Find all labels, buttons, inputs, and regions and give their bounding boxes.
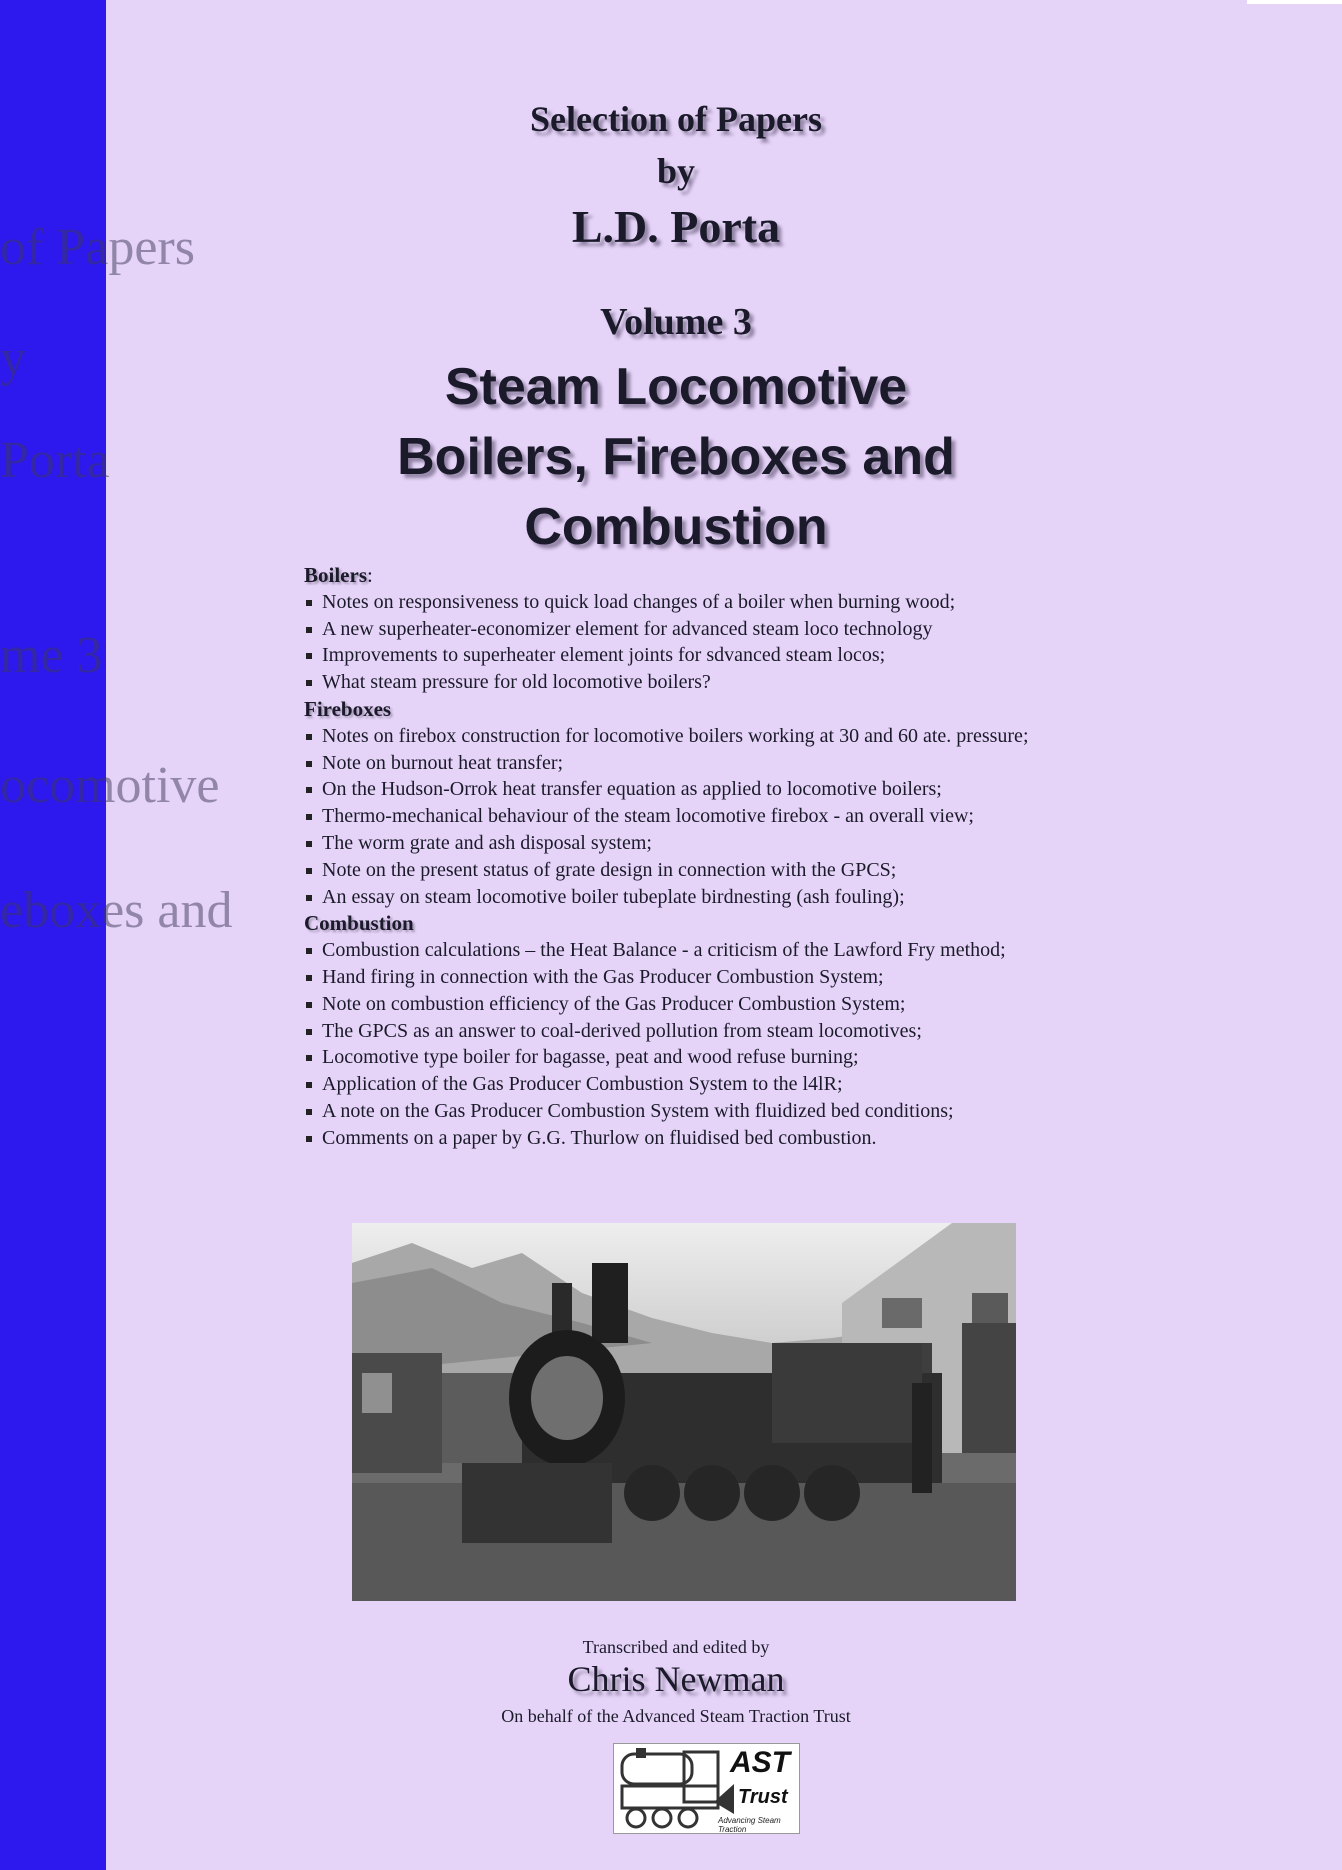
logo-tagline: Advancing Steam Traction: [718, 1816, 781, 1834]
ghost-line: eboxes and: [0, 882, 233, 939]
locomotive-photo-drawing: [352, 1223, 1016, 1601]
list-item: On the Hudson-Orrok heat transfer equation as applied to locomotive boilers;: [304, 776, 1264, 803]
list-item: An essay on steam locomotive boiler tubeplate birdnesting (ash fouling);: [304, 884, 1264, 911]
section-heading-text: Boilers: [304, 563, 367, 587]
list-item: Notes on firebox construction for locomotive boilers working at 30 and 60 ate. pressure;: [304, 723, 1264, 750]
series-title: Selection of Papers: [530, 99, 822, 139]
ghost-line: ocomotive: [0, 757, 220, 814]
list-item: A note on the Gas Producer Combustion System with fluidized bed conditions;: [304, 1098, 1264, 1125]
list-item: Note on the present status of grate design in connection with the GPCS;: [304, 857, 1264, 884]
section-heading-boilers: [304, 562, 1264, 589]
series-by: by: [656, 151, 696, 191]
fireboxes-list: [304, 723, 1264, 911]
book-title-line-3: Combustion: [524, 498, 828, 556]
author-name: L.D. Porta: [571, 201, 781, 252]
ghost-line: of Papers: [0, 219, 195, 276]
boilers-list: [304, 589, 1264, 696]
ghost-line: y: [0, 330, 26, 387]
list-item: The GPCS as an answer to coal-derived pollution from steam locomotives;: [304, 1018, 1264, 1045]
on-behalf-label: On behalf of the Advanced Steam Traction Trust: [501, 1706, 851, 1726]
locomotive-photo: [352, 1223, 1016, 1601]
list-item: Hand firing in connection with the Gas Producer Combustion System;: [304, 964, 1264, 991]
list-item: Improvements to superheater element joints for sdvanced steam locos;: [304, 642, 1264, 669]
section-heading-text: Fireboxes: [304, 696, 392, 721]
list-item: Combustion calculations – the Heat Balance - a criticism of the Lawford Fry method;: [304, 937, 1264, 964]
section-heading-fireboxes: [304, 696, 1264, 723]
list-item: Locomotive type boiler for bagasse, peat and wood refuse burning;: [304, 1044, 1264, 1071]
section-heading-combustion: [304, 910, 1264, 937]
list-item: Comments on a paper by G.G. Thurlow on fluidised bed combustion.: [304, 1125, 1264, 1152]
ast-trust-logo: [613, 1743, 800, 1834]
book-cover: [106, 0, 1342, 1870]
spine-bar: [0, 0, 106, 1870]
logo-word: Trust: [738, 1786, 788, 1808]
list-item: Note on burnout heat transfer;: [304, 750, 1264, 777]
section-heading-colon: :: [367, 563, 373, 587]
edited-by-label: Transcribed and edited by: [582, 1637, 770, 1657]
list-item: Application of the Gas Producer Combustion System to the l4lR;: [304, 1071, 1264, 1098]
contents-list: [304, 562, 1264, 1152]
list-item: Note on combustion efficiency of the Gas Producer Combustion System;: [304, 991, 1264, 1018]
list-item: A new superheater-economizer element for advanced steam loco technology: [304, 616, 1264, 643]
logo-name: AST: [730, 1746, 790, 1779]
section-heading-text: Combustion: [304, 911, 414, 936]
list-item: Notes on responsiveness to quick load changes of a boiler when burning wood;: [304, 589, 1264, 616]
book-title-line-1: Steam Locomotive: [444, 358, 908, 416]
list-item: The worm grate and ash disposal system;: [304, 830, 1264, 857]
editor-name: Chris Newman: [567, 1659, 785, 1699]
corner-mark: [1247, 0, 1342, 4]
ghost-line: Porta: [0, 432, 110, 489]
ghost-line: me 3: [0, 627, 103, 684]
combustion-list: [304, 937, 1264, 1151]
list-item: Thermo-mechanical behaviour of the steam locomotive firebox - an overall view;: [304, 803, 1264, 830]
list-item: What steam pressure for old locomotive boilers?: [304, 669, 1264, 696]
volume-label: Volume 3: [600, 301, 752, 343]
book-title-line-2: Boilers, Fireboxes and: [397, 428, 955, 486]
